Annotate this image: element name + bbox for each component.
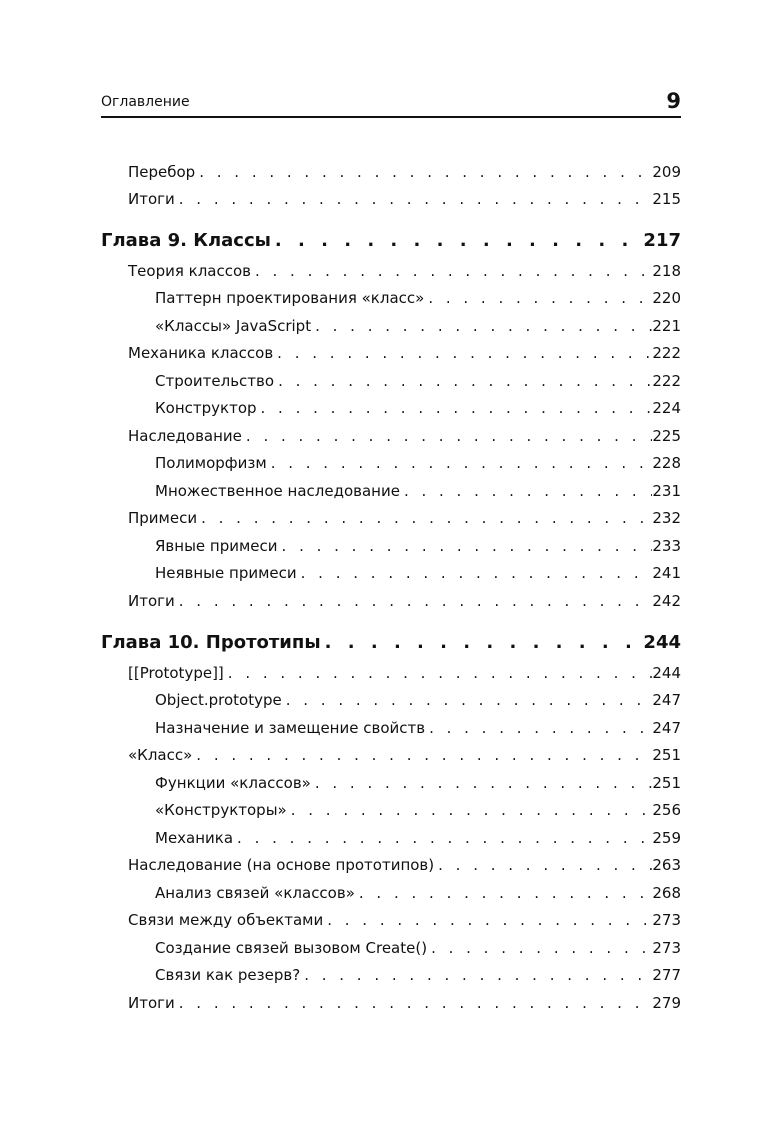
toc-entry-title: Object.prototype	[155, 691, 282, 709]
toc-subentry[interactable]	[155, 773, 681, 793]
toc-entry-page: 279	[652, 994, 681, 1012]
toc-leader-dots	[300, 965, 652, 985]
toc-leader-dots	[434, 855, 652, 875]
toc-entry-title: «Класс»	[128, 746, 193, 764]
toc-entry-title: Неявные примеси	[155, 564, 297, 582]
toc-entry-title: Теория классов	[128, 262, 251, 280]
toc-entry[interactable]	[128, 745, 681, 765]
toc-entry-title: Функции «классов»	[155, 774, 311, 792]
toc-leader-dots	[224, 663, 653, 683]
toc-entry[interactable]	[128, 162, 681, 182]
toc-entry-page: 218	[652, 262, 681, 280]
toc-entry[interactable]	[128, 189, 681, 209]
toc-entry[interactable]	[128, 508, 681, 528]
toc-entry-page: 222	[652, 344, 681, 362]
toc-entry-page: 231	[652, 482, 681, 500]
toc-entry-page: 221	[652, 317, 681, 335]
toc-subentry[interactable]	[155, 316, 681, 336]
toc-leader-dots	[321, 631, 638, 655]
toc-subentry[interactable]	[155, 398, 681, 418]
toc-subentry[interactable]	[155, 536, 681, 556]
toc-leader-dots	[297, 563, 653, 583]
toc-entry[interactable]	[128, 910, 681, 930]
toc-leader-dots	[282, 690, 653, 710]
toc-entry-page: 263	[652, 856, 681, 874]
toc-subentry[interactable]	[155, 883, 681, 903]
toc-leader-dots	[287, 800, 653, 820]
toc-leader-dots	[311, 773, 653, 793]
running-header-title: Оглавление	[101, 94, 190, 110]
toc-entry-page: 277	[652, 966, 681, 984]
toc-entry-title: Механика классов	[128, 344, 274, 362]
toc-entry-title: «Классы» JavaScript	[155, 317, 312, 335]
toc-entry-page: 220	[652, 289, 681, 307]
toc-chapter-entry[interactable]	[101, 229, 681, 253]
toc-entry-page: 242	[652, 592, 681, 610]
toc-leader-dots	[251, 261, 652, 281]
toc-subentry[interactable]	[155, 965, 681, 985]
toc-entry-title: Наследование (на основе прототипов)	[128, 856, 435, 874]
toc-entry-page: 222	[652, 372, 681, 390]
toc-entry[interactable]	[128, 663, 681, 683]
toc-entry-title: Связи как резерв?	[155, 966, 301, 984]
toc-leader-dots	[175, 591, 653, 611]
toc-entry-page: 224	[652, 399, 681, 417]
toc-subentry[interactable]	[155, 481, 681, 501]
toc-leader-dots	[175, 993, 653, 1013]
toc-leader-dots	[274, 371, 652, 391]
toc-entry[interactable]	[128, 343, 681, 363]
toc-entry-title: Конструктор	[155, 399, 257, 417]
toc-subentry[interactable]	[155, 828, 681, 848]
toc-entry-page: 241	[652, 564, 681, 582]
toc-leader-dots	[195, 162, 652, 182]
toc-leader-dots	[427, 938, 652, 958]
toc-entry-page: 273	[652, 911, 681, 929]
toc-entry-page: 259	[652, 829, 681, 847]
toc-entry-title: [[Prototype]]	[128, 664, 224, 682]
toc-leader-dots	[257, 398, 653, 418]
toc-entry-title: Создание связей вызовом Create()	[155, 939, 428, 957]
toc-entry-title: Анализ связей «классов»	[155, 884, 355, 902]
toc-leader-dots	[311, 316, 652, 336]
page-number: 9	[666, 89, 681, 113]
toc-entry-title: Итоги	[128, 592, 175, 610]
toc-entry-page: 233	[652, 537, 681, 555]
toc-entry-title: Механика	[155, 829, 234, 847]
toc-chapter-page: 217	[643, 230, 681, 251]
toc-entry-title: Назначение и замещение свойств	[155, 719, 426, 737]
toc-leader-dots	[424, 288, 652, 308]
toc-leader-dots	[267, 453, 653, 473]
toc-leader-dots	[323, 910, 652, 930]
toc-entry-page: 244	[652, 664, 681, 682]
toc-entry[interactable]	[128, 591, 681, 611]
toc-entry-page: 247	[652, 691, 681, 709]
toc-entry-page: 247	[652, 719, 681, 737]
toc-entry-title: Наследование	[128, 427, 242, 445]
toc-leader-dots	[400, 481, 652, 501]
toc-entry[interactable]	[128, 993, 681, 1013]
toc-entry[interactable]	[128, 261, 681, 281]
toc-entry-page: 273	[652, 939, 681, 957]
toc-leader-dots	[242, 426, 652, 446]
toc-entry[interactable]	[128, 426, 681, 446]
toc-entry-page: 209	[652, 163, 681, 181]
toc-leader-dots	[278, 536, 653, 556]
toc-entry-title: Полиморфизм	[155, 454, 267, 472]
toc-entry-title: Явные примеси	[155, 537, 278, 555]
toc-leader-dots	[192, 745, 652, 765]
toc-entry-title: Итоги	[128, 190, 175, 208]
toc-entry-title: Множественное наследование	[155, 482, 400, 500]
toc-entry-page: 225	[652, 427, 681, 445]
toc-entry-page: 256	[652, 801, 681, 819]
toc-entry-page: 228	[652, 454, 681, 472]
toc-entry-page: 232	[652, 509, 681, 527]
toc-entry[interactable]	[128, 855, 681, 875]
toc-subentry[interactable]	[155, 453, 681, 473]
toc-leader-dots	[425, 718, 652, 738]
toc-leader-dots	[175, 189, 653, 209]
toc-entry-title: Паттерн проектирования «класс»	[155, 289, 425, 307]
toc-leader-dots	[233, 828, 652, 848]
toc-subentry[interactable]	[155, 800, 681, 820]
toc-subentry[interactable]	[155, 563, 681, 583]
toc-subentry[interactable]	[155, 690, 681, 710]
toc-subentry[interactable]	[155, 371, 681, 391]
toc-chapter-page: 244	[643, 632, 681, 653]
toc-leader-dots	[355, 883, 652, 903]
toc-leader-dots	[197, 508, 652, 528]
toc-entry-title: Строительство	[155, 372, 275, 390]
toc-subentry[interactable]	[155, 288, 681, 308]
toc-subentry[interactable]	[155, 938, 681, 958]
toc-leader-dots	[273, 343, 652, 363]
toc-entry-page: 215	[652, 190, 681, 208]
toc-subentry[interactable]	[155, 718, 681, 738]
toc-leader-dots	[271, 229, 638, 253]
toc-entry-title: Итоги	[128, 994, 175, 1012]
toc-entry-title: Перебор	[128, 163, 196, 181]
toc-entry-page: 251	[652, 746, 681, 764]
toc-entry-page: 268	[652, 884, 681, 902]
toc-entry-title: Связи между объектами	[128, 911, 324, 929]
toc-chapter-title: Глава 10. Прототипы	[101, 632, 321, 653]
toc-entry-title: Примеси	[128, 509, 198, 527]
toc-entry-page: 251	[652, 774, 681, 792]
toc-chapter-entry[interactable]	[101, 631, 681, 655]
toc-entry-title: «Конструкторы»	[155, 801, 287, 819]
toc-chapter-title: Глава 9. Классы	[101, 230, 271, 251]
